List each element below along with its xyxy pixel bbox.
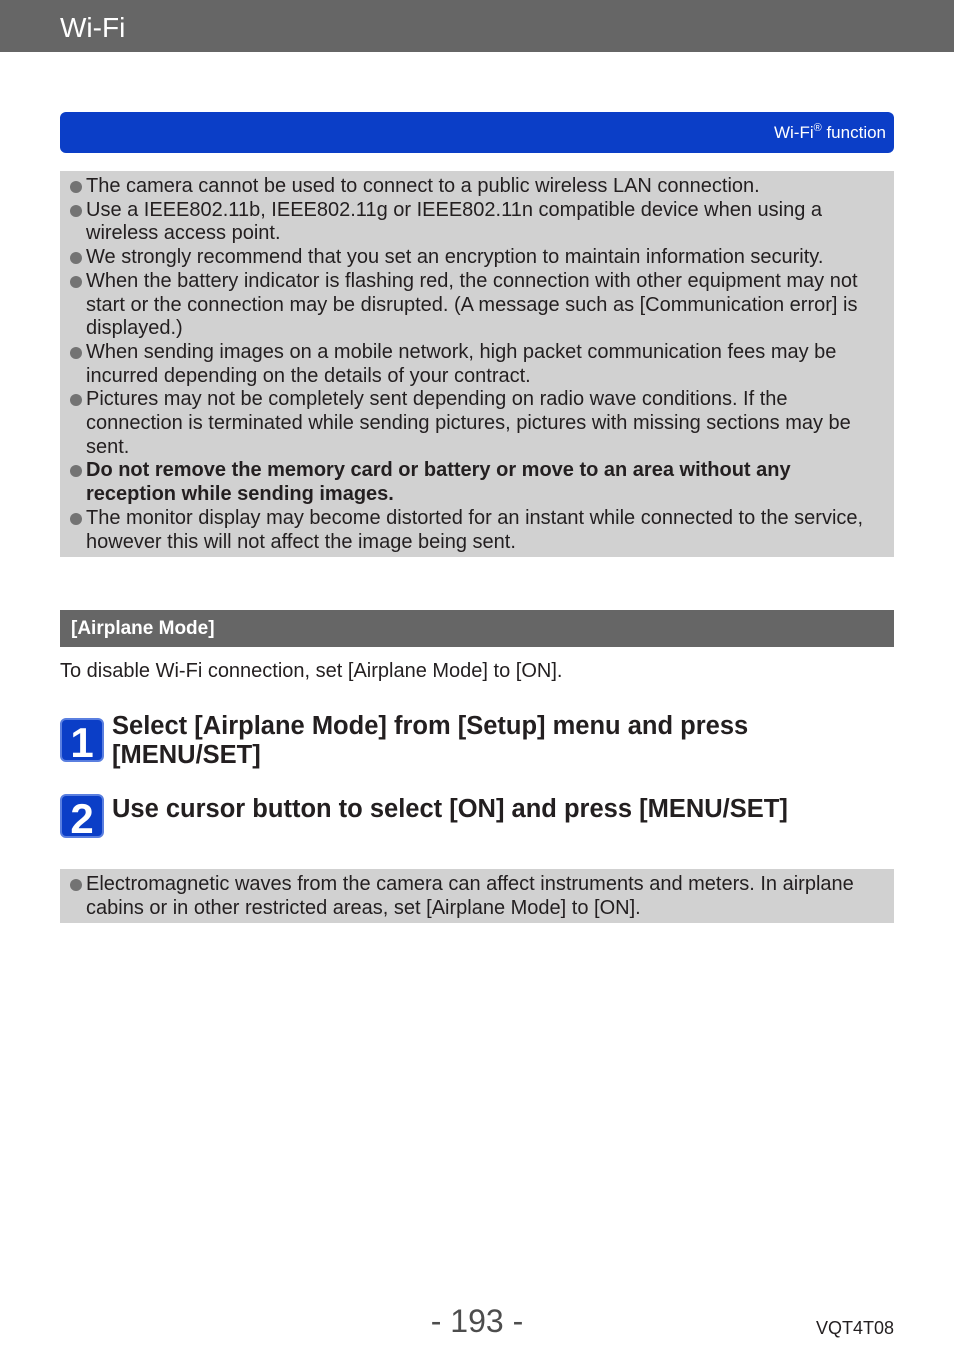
bullet-dot-icon bbox=[70, 347, 82, 359]
banner-label-suffix: function bbox=[821, 123, 886, 142]
note-item bbox=[68, 270, 880, 341]
note-text: When the battery indicator is flashing red, the connection with other equipment may not start or the connection may be disrupted. (A message such as [Communication error] is displayed.) bbox=[86, 269, 858, 340]
bullet-dot-icon bbox=[70, 252, 82, 264]
banner-label-prefix: Wi-Fi bbox=[773, 123, 814, 142]
note-text: The monitor display may become distorted for an instant while connected to the service, however this will not affect the image being sent. bbox=[86, 506, 864, 553]
page-title: Wi-Fi bbox=[60, 12, 126, 43]
function-banner bbox=[60, 112, 894, 153]
notes-box-airplane bbox=[60, 869, 894, 923]
section-header-airplane-mode bbox=[60, 610, 894, 647]
note-text: Use a IEEE802.11b, IEEE802.11g or IEEE802.11n compatible device when using a wireless access point. bbox=[86, 198, 823, 245]
note-item bbox=[68, 175, 880, 199]
note-text: Electromagnetic waves from the camera can affect instruments and meters. In airplane cabins or in other restricted areas, set [Airplane Mode] to [ON]. bbox=[86, 873, 854, 919]
note-item bbox=[68, 873, 880, 920]
bullet-dot-icon bbox=[70, 394, 82, 406]
bullet-dot-icon bbox=[70, 276, 82, 288]
bullet-dot-icon bbox=[70, 513, 82, 525]
note-text: The camera cannot be used to connect to a public wireless LAN connection. bbox=[86, 175, 760, 197]
note-text: Pictures may not be completely sent depending on radio wave conditions. If the connection is terminated while sending pictures, pictures with missing sections may be sent. bbox=[86, 388, 851, 458]
note-item bbox=[68, 246, 880, 270]
note-item bbox=[68, 388, 880, 459]
header-bar bbox=[0, 0, 954, 52]
note-text: When sending images on a mobile network, high packet communication fees may be incurred depending on the details of your contract. bbox=[86, 340, 837, 387]
note-item bbox=[68, 507, 880, 554]
note-text: We strongly recommend that you set an encryption to maintain information security. bbox=[86, 246, 824, 269]
bullet-dot-icon bbox=[70, 465, 82, 477]
intro-text: To disable Wi-Fi connection, set [Airplane Mode] to [ON]. bbox=[60, 660, 563, 682]
bullet-dot-icon bbox=[70, 879, 82, 891]
note-item-warning bbox=[68, 459, 880, 506]
note-item bbox=[68, 341, 880, 388]
function-banner-label bbox=[774, 123, 886, 143]
note-text: Do not remove the memory card or battery or move to an area without any reception while sending images. bbox=[86, 459, 791, 506]
page-number: - 193 - bbox=[430, 1303, 524, 1339]
bullet-dot-icon bbox=[70, 181, 82, 193]
document-code: VQT4T08 bbox=[815, 1318, 894, 1338]
step-number-badge: 2 bbox=[60, 794, 104, 838]
bullet-dot-icon bbox=[70, 205, 82, 217]
step-number-badge: 1 bbox=[60, 718, 104, 762]
section-title: [Airplane Mode] bbox=[71, 618, 215, 639]
registered-mark: ® bbox=[813, 122, 822, 134]
notes-box-wifi bbox=[60, 171, 894, 557]
step-text: Select [Airplane Mode] from [Setup] menu and press [MENU/SET] bbox=[112, 712, 749, 769]
step-text: Use cursor button to select [ON] and press [MENU/SET] bbox=[112, 795, 788, 823]
note-item bbox=[68, 199, 880, 246]
